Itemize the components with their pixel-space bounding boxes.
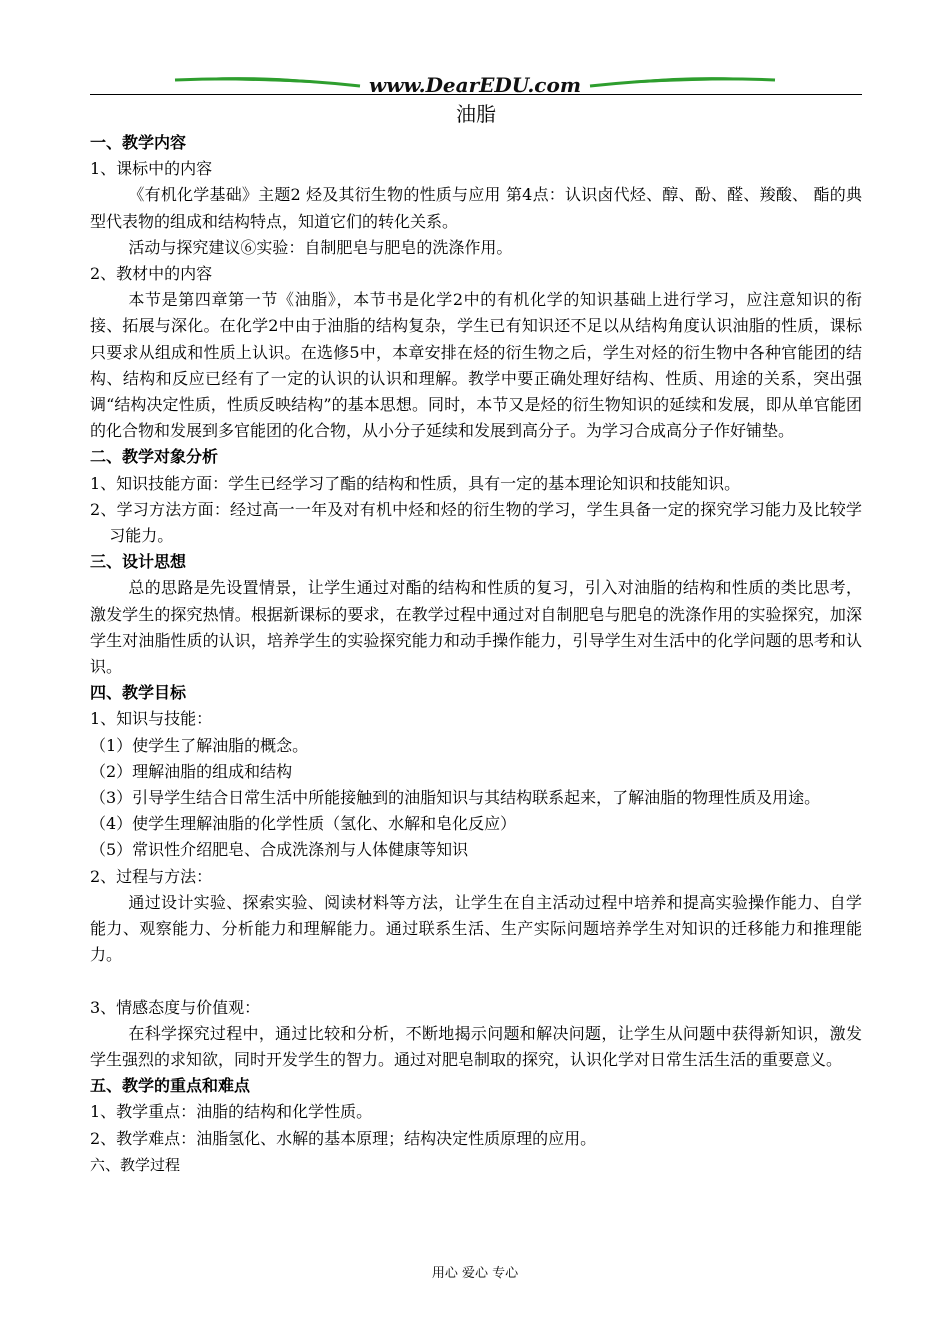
paragraph: 通过设计实验、探索实验、阅读材料等方法，让学生在自主活动过程中培养和提高实验操作能力、自学能力、观察能力、分析能力和理解能力。通过联系生活、生产实际问题培养学生对知识的迁移能力和推理能力。 — [90, 892, 862, 965]
page-footer: 用心 爱心 专心 — [431, 1266, 519, 1281]
section-heading-3: 三、设计思想 — [90, 552, 187, 572]
spacer — [90, 969, 862, 995]
list-item: （1）使学生了解油脂的概念。 — [90, 735, 309, 755]
paragraph: 2、教学难点：油脂氢化、水解的基本原理；结构决定性质原理的应用。 — [90, 1128, 597, 1148]
list-item: （2）理解油脂的组成和结构 — [90, 761, 293, 781]
subheading-4-3: 3、情感态度与价值观： — [90, 997, 261, 1017]
document-body — [90, 98, 862, 1178]
paragraph: 活动与探究建议⑥实验：自制肥皂与肥皂的洗涤作用。 — [128, 237, 513, 257]
subheading-4-1: 1、知识与技能： — [90, 709, 213, 729]
paragraph: 本节是第四章第一节《油脂》，本节书是化学2中的有机化学的知识基础上进行学习，应注意知识的衔接、拓展与深化。在化学2中由于油脂的结构复杂，学生已有知识还不足以从结构角度认识油脂的性质，课标只要求从组成和性质上认识。在选修5中，本章安排在烃的衍生物之后，学生对烃的衍生物中各种官能团的结构、结构和反应已经有了一定的认识的认识和理解。教学中要正确处理好结构、性质、用途的关系，突出强调“结构决定性质，性质反映结构”的基本思想。同时，本节又是烃的衍生物知识的延续和发展，即从单官能团的化合物和发展到多官能团的化合物，从小分子延续和发展到高分子。为学习合成高分子作好铺垫。 — [90, 290, 862, 441]
paragraph: 《有机化学基础》主题2 烃及其衍生物的性质与应用 第4点：认识卤代烃、醇、酚、醛、羧酸、 酯的典型代表物的组成和结构特点，知道它们的转化关系。 — [90, 185, 862, 231]
header-divider — [90, 94, 862, 95]
list-item: （5）常识性介绍肥皂、合成洗涤剂与人体健康等知识 — [90, 840, 469, 860]
section-heading-2: 二、教学对象分析 — [90, 447, 219, 467]
list-item: （4）使学生理解油脂的化学性质（氢化、水解和皂化反应） — [90, 814, 517, 834]
section-heading-1: 一、教学内容 — [90, 133, 187, 152]
subheading-1-1: 1、课标中的内容 — [90, 159, 213, 179]
paragraph: 在科学探究过程中，通过比较和分析，不断地揭示问题和解决问题，让学生从问题中获得新知识，激发学生强烈的求知欲，同时开发学生的智力。通过对肥皂制取的探究，认识化学对日常生活生活的重要意义。 — [90, 1023, 862, 1069]
section-heading-4: 四、教学目标 — [90, 683, 187, 703]
site-logo-text: www.DearEDU.com — [368, 73, 582, 97]
subheading-1-2: 2、教材中的内容 — [90, 264, 213, 284]
section-heading-5: 五、教学的重点和难点 — [90, 1076, 251, 1096]
paragraph: 1、知识技能方面：学生已经学习了酯的结构和性质，具有一定的基本理论知识和技能知识。 — [90, 473, 741, 493]
paragraph: 1、教学重点：油脂的结构和化学性质。 — [90, 1102, 373, 1122]
paragraph: 2、学习方法方面：经过高一一年及对有机中烃和烃的衍生物的学习，学生具备一定的探究学习能力及比较学习能力。 — [90, 499, 862, 546]
section-heading-6: 六、教学过程 — [90, 1155, 181, 1174]
subheading-4-2: 2、过程与方法： — [90, 866, 213, 886]
list-item: （3）引导学生结合日常生活中所能接触到的油脂知识与其结构联系起来，了解油脂的物理性质及用途。 — [90, 788, 821, 808]
paragraph: 总的思路是先设置情景，让学生通过对酯的结构和性质的复习，引入对油脂的结构和性质的类比思考，激发学生的探究热情。根据新课标的要求，在教学过程中通过对自制肥皂与肥皂的洗涤作用的实验探究，加深学生对油脂性质的认识，培养学生的实验探究能力和动手操作能力，引导学生对生活中的化学问题的思考和认识。 — [90, 578, 862, 677]
page-title: 油脂 — [456, 102, 496, 126]
site-logo — [170, 70, 780, 100]
